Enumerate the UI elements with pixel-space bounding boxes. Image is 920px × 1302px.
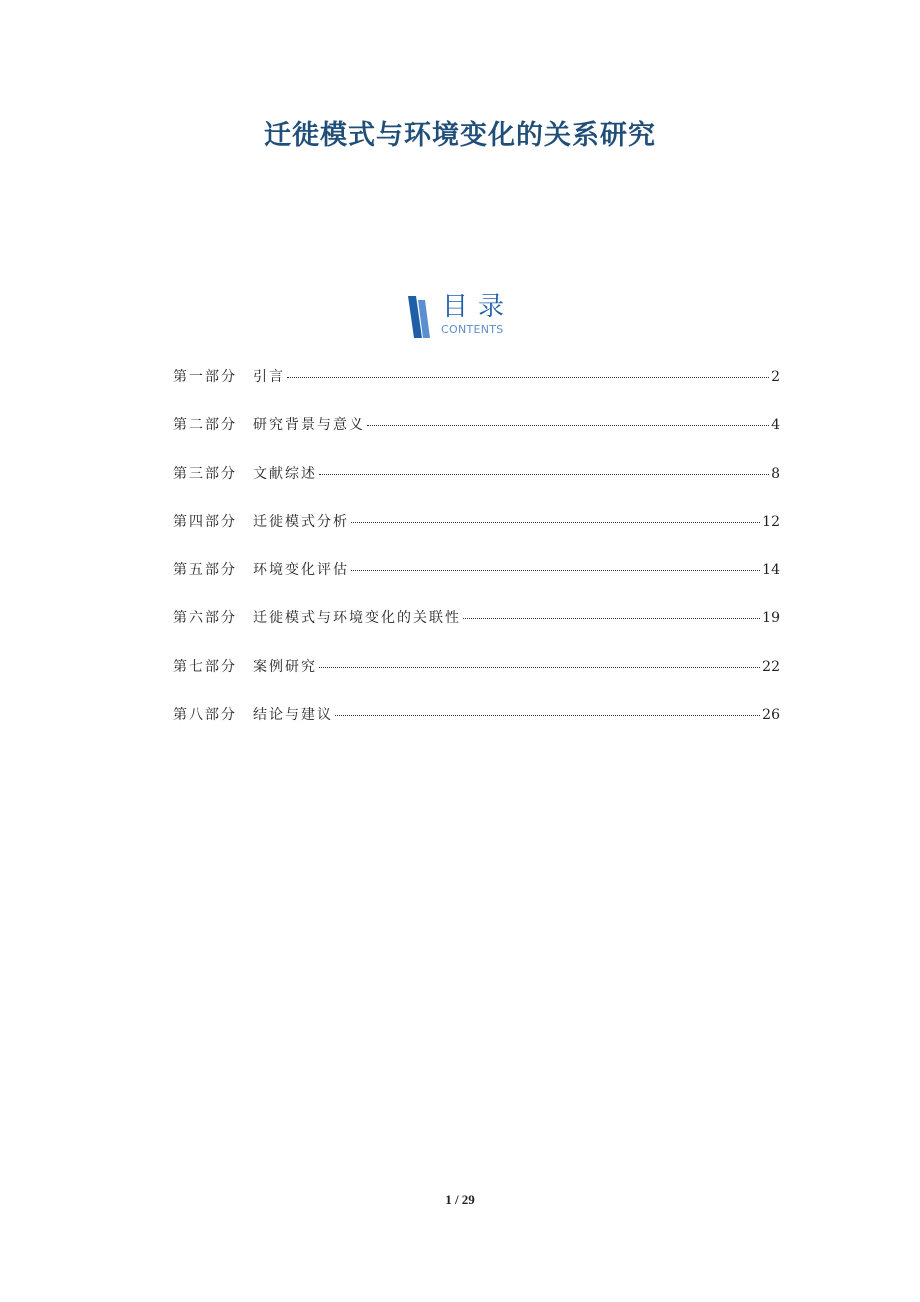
toc-entry[interactable] bbox=[173, 366, 780, 414]
toc-entry-page: 4 bbox=[771, 417, 780, 434]
toc-leader-dots bbox=[319, 667, 760, 668]
toc-entry-page: 19 bbox=[762, 610, 780, 627]
toc-entry-page: 2 bbox=[771, 369, 780, 385]
toc-entry-name: 迁徙模式与环境变化的关联性 bbox=[253, 610, 461, 627]
toc-entry[interactable] bbox=[173, 704, 780, 752]
toc-entry-part: 第一部分 bbox=[173, 369, 237, 385]
toc-header bbox=[408, 294, 528, 340]
toc-entry-page: 8 bbox=[771, 465, 780, 482]
toc-leader-dots bbox=[351, 522, 760, 523]
toc-entry[interactable] bbox=[173, 414, 780, 462]
toc-entry[interactable] bbox=[173, 656, 780, 704]
toc-entry-part: 第三部分 bbox=[173, 465, 237, 482]
toc-entry-page: 26 bbox=[762, 707, 780, 724]
toc-leader-dots bbox=[463, 618, 760, 619]
toc-entry-part: 第五部分 bbox=[173, 562, 237, 579]
toc-heading: 目录 bbox=[442, 292, 515, 322]
toc-entry-name: 研究背景与意义 bbox=[253, 417, 365, 434]
toc-entry-page: 14 bbox=[762, 562, 780, 579]
toc-entry-part: 第八部分 bbox=[173, 707, 237, 724]
toc-entry-name: 案例研究 bbox=[253, 658, 317, 675]
page-number: 1 / 29 bbox=[445, 1192, 475, 1207]
toc-entry-name: 结论与建议 bbox=[253, 707, 333, 724]
toc-leader-dots bbox=[351, 570, 760, 571]
toc-entry-name: 文献综述 bbox=[253, 465, 317, 482]
toc-entry-part: 第七部分 bbox=[173, 658, 237, 675]
toc-entry-name: 迁徙模式分析 bbox=[253, 513, 349, 530]
document-title: 迁徙模式与环境变化的关系研究 bbox=[264, 120, 656, 151]
toc-logo-icon bbox=[408, 296, 432, 338]
toc-leader-dots bbox=[335, 715, 760, 716]
toc-entry[interactable] bbox=[173, 511, 780, 559]
toc-entry-part: 第二部分 bbox=[173, 417, 237, 434]
toc-leader-dots bbox=[367, 425, 769, 426]
toc-entry-name: 引言 bbox=[253, 369, 285, 385]
toc-entry-page: 22 bbox=[762, 658, 780, 675]
toc-entry[interactable] bbox=[173, 463, 780, 511]
toc-entry-page: 12 bbox=[762, 513, 780, 530]
toc-leader-dots bbox=[287, 377, 769, 378]
toc-entry-part: 第六部分 bbox=[173, 610, 237, 627]
toc-entry-part: 第四部分 bbox=[173, 513, 237, 530]
toc-subheading: CONTENTS bbox=[441, 323, 504, 336]
toc-entry[interactable] bbox=[173, 559, 780, 607]
toc-list bbox=[173, 366, 780, 752]
toc-entry[interactable] bbox=[173, 607, 780, 655]
toc-leader-dots bbox=[319, 474, 769, 475]
toc-entry-name: 环境变化评估 bbox=[253, 562, 349, 579]
